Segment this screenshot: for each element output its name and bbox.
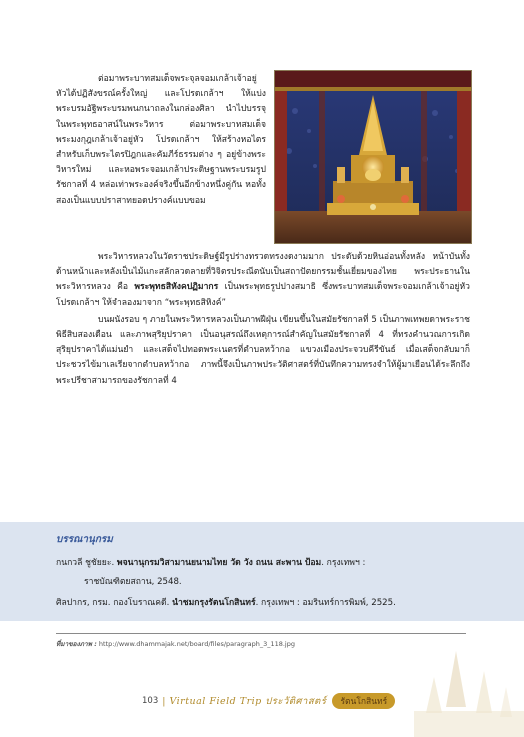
page-number: 103 xyxy=(142,696,159,706)
intro-text: ต่อมาพระบาทสมเด็จพระจุลจอมเกล้าเจ้าอยู่หัวได้ปฏิสังขรณ์ครั้งใหญ่ และโปรดเกล้าฯ ให้แบ่งพระบรมอัฐิพระบรมพนกนาถลงในกล่องศิลา นำไปบรรจุในพระพุทธอาสน์ในพระวิหาร ต่อมาพระบาทสมเด็จพระมงกุฎเกล้าเจ้าอยู่หัว โปรดเกล้าฯ ให้สร้างหอไตรสำหรับเก็บพระไตรปิฎกและคัมภีร์ธรรมต่าง ๆ อยู่ข้างพระวิหารใหม่ และหอพระจอมเกล้าประดิษฐานพระบรมรูปรัชกาลที่ 4 หล่อเท่าพระองค์จริงขึ้นอีกข้างหนึ่งคู่กัน หอทั้งสองเป็นแบบปราสาทยอดปรางค์แบบขอม xyxy=(56,74,266,206)
image-source xyxy=(56,639,295,649)
body-paragraph-2: บนผนังรอบ ๆ ภายในพระวิหารหลวงเป็นภาพฝีฝุ่น เขียนขึ้นในสมัยรัชกาลที่ 5 เป็นภาพเทพยดาพระราชพิธีสิบสองเดือน และภาพสุริยุปราคา เป็นอนุสรณ์ถึงเหตุการณ์สำคัญในสมัยรัชกาลที่ 4 ที่ทรงคำนวณการเกิดสุริยุปราคาได้แม่นยำ และเสด็จไปทอดพระเนตรที่ตำบลหว้ากอ แขวงเมืองประจวบคีรีขันธ์ เมื่อเสด็จกลับมาก็ประชวรไข้มาเลเรียจากตำบลหว้ากอ ภาพนี้จึงเป็นภาพประวัติศาสตร์ที่บันทึกความทรงจำให้ผู้มาเยือนได้ระลึกถึงพระปรีชาสามารถของรัชกาลที่ 4 xyxy=(56,314,470,386)
footer-title: Virtual Field Trip ประวัติศาสตร์ xyxy=(169,695,327,707)
page-footer xyxy=(142,694,395,708)
body-text xyxy=(56,250,470,389)
temple-silhouette-decoration xyxy=(394,647,524,737)
ref1-author: กนกวลี ชูชัยยะ. xyxy=(56,558,117,568)
divider-line xyxy=(56,633,466,634)
body-paragraph-1 xyxy=(56,250,470,311)
ref2-author: ศิลปากร, กรม. กองโบราณคดี. xyxy=(56,598,173,608)
intro-paragraph xyxy=(56,72,266,209)
ref2-title: นำชมกรุงรัตนโกสินทร์ xyxy=(172,598,256,608)
bibliography-entry-1-continued: ราชบัณฑิตยสถาน, 2548. xyxy=(84,577,182,587)
image-source-url[interactable]: http://www.dhammajak.net/board/files/paragraph_3_118.jpg xyxy=(98,640,295,648)
footer-badge: รัตนโกสินทร์ xyxy=(332,693,395,709)
bibliography-entry-2 xyxy=(56,596,476,610)
image-source-label: ที่มาของภาพ : xyxy=(56,640,97,648)
temple-interior-photo xyxy=(274,70,472,244)
ref1-title: พจนานุกรมวิสามานยนามไทย วัด วัง ถนน สะพาน ป้อม xyxy=(116,558,322,568)
body-p1-before: พระวิหารหลวงในวัดราชประดิษฐ์มีรูปร่างทรวดทรงงดงามมาก ประดับด้วยหินอ่อนทั้งหลัง หน้าบันทั้งด้านหน้าและหลังเป็นไม้แกะสลักลวดลายที่วิจิตรประณีตนับเป็นสถาปัตยกรรมชั้นเยี่ยมของไทย พระประธานในพระวิหารหลวง คือ xyxy=(56,252,470,293)
body-p1-after: เป็นพระพุทธรูปปางสมาธิ ซึ่งพระบาทสมเด็จพระจอมเกล้าเจ้าอยู่หัว โปรดเกล้าฯ ให้จำลองมาจาก “พระพุทธสิหิงค์” xyxy=(56,282,471,308)
bibliography-title: บรรณานุกรม xyxy=(56,534,113,545)
buddha-image-name: พระพุทธสิหังคปฏิมากร xyxy=(134,282,219,293)
ref1-rest: . กรุงเทพฯ : xyxy=(321,558,366,568)
bibliography-entry-1 xyxy=(56,556,476,570)
footer-separator: | xyxy=(162,695,166,707)
ref2-rest: . กรุงเทพฯ : อมรินทร์การพิมพ์, 2525. xyxy=(255,598,396,608)
